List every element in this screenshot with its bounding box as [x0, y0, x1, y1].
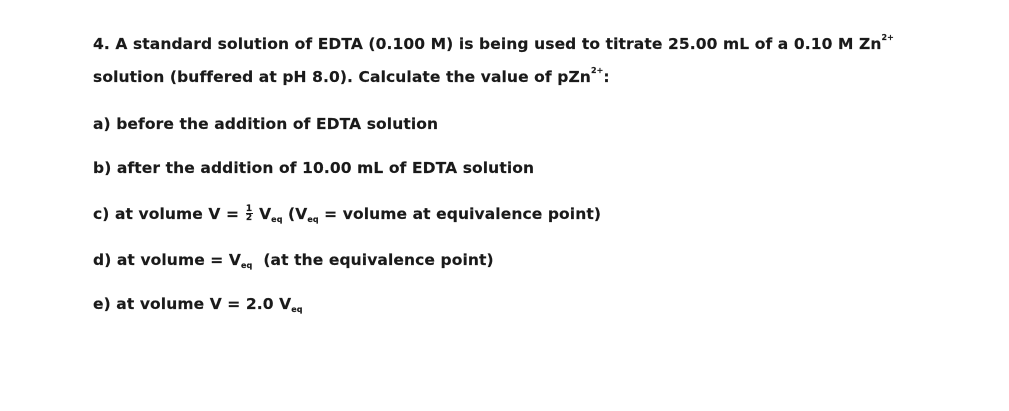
part-c-prefix: c) at volume V = — [93, 205, 245, 223]
part-c-v: V — [253, 205, 272, 223]
part-e — [93, 295, 303, 313]
part-b — [93, 159, 534, 177]
part-b-text: b) after the addition of 10.00 mL of EDTA solution — [93, 159, 535, 177]
eq-subscript-e: eq — [291, 305, 303, 314]
eq-subscript-d: eq — [240, 261, 253, 270]
question-line-1 — [93, 35, 894, 53]
part-d — [93, 251, 494, 269]
fraction-denominator: 2 — [245, 213, 253, 223]
part-c-suffix: = volume at equivalence point) — [318, 205, 602, 223]
part-e-prefix: e) at volume V = 2.0 V — [93, 295, 292, 313]
question-text-1: 4. A standard solution of EDTA (0.100 M) is being used to titrate 25.00 mL of a 0.10 M Zn — [93, 35, 882, 53]
one-half-fraction — [246, 205, 253, 222]
fraction-numerator: 1 — [245, 204, 253, 214]
pzn-charge-superscript: 2+ — [590, 66, 604, 75]
question-text-2: solution (buffered at pH 8.0). Calculate the value of pZn — [93, 68, 591, 86]
part-d-prefix: d) at volume = V — [93, 251, 241, 269]
question-line-2 — [93, 68, 610, 86]
part-d-suffix: (at the equivalence point) — [252, 251, 494, 269]
part-a-text: a) before the addition of EDTA solution — [93, 115, 439, 133]
zinc-charge-superscript: 2+ — [881, 33, 894, 42]
part-a — [93, 115, 438, 133]
part-c-mid: (V — [282, 205, 308, 223]
eq-subscript: eq — [271, 215, 283, 224]
question-colon: : — [603, 68, 610, 86]
part-c — [93, 205, 601, 223]
eq-subscript-2: eq — [307, 215, 319, 224]
